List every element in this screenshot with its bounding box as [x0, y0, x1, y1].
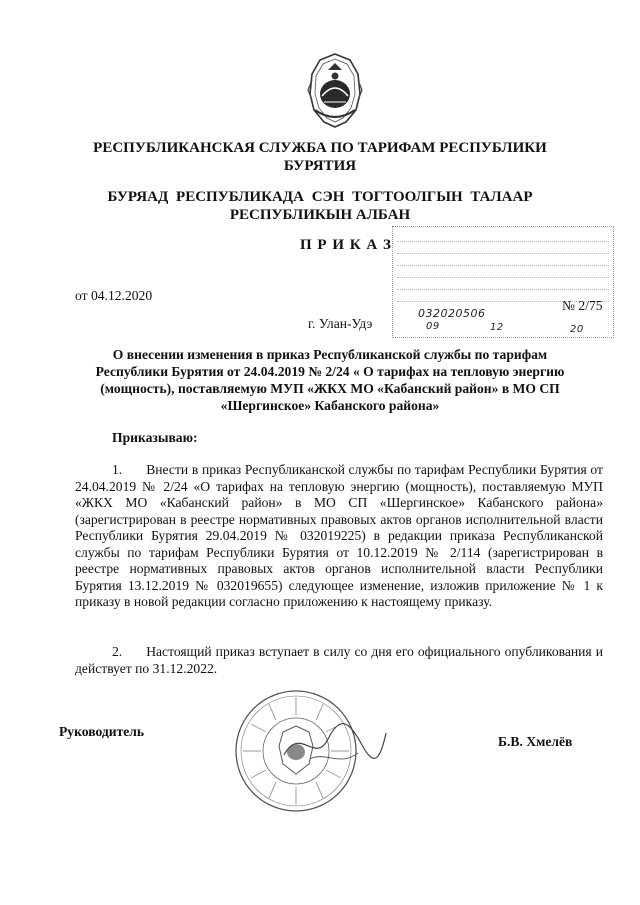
registration-day-handwritten: 09 [426, 321, 440, 332]
document-type-heading: П Р И К А З [300, 237, 392, 253]
organization-name-ru-line1: РЕСПУБЛИКАНСКАЯ СЛУЖБА ПО ТАРИФАМ РЕСПУБЛИКИ [93, 140, 547, 156]
organization-name-bur-line1: БУРЯАД РЕСПУБЛИКАДА СЭН ТОГТООЛГЫН ТАЛААР [107, 189, 533, 205]
order-number: № 2/75 [562, 298, 603, 313]
signatory-name: Б.В. Хмелёв [498, 734, 573, 749]
order-item-2 [75, 644, 603, 677]
signature-handwritten [280, 715, 390, 775]
order-item-2-text: Настоящий приказ вступает в силу со дня его официального опубликования и действует по 31.12.2022. [75, 644, 603, 676]
signatory-role: Руководитель [59, 724, 145, 739]
document-title-line1: О внесении изменения в приказ Республиканской службы по тарифам [112, 347, 548, 362]
order-item-1 [75, 462, 603, 611]
registration-number-handwritten: 032020506 [418, 307, 486, 320]
order-date: от 04.12.2020 [75, 288, 153, 303]
document-title-line2: Республики Бурятия от 24.04.2019 № 2/24 « О тарифах на тепловую энергию [95, 364, 565, 379]
organization-name-bur-line2: РЕСПУБЛИКЫН АЛБАН [229, 207, 411, 223]
registration-month-handwritten: 12 [490, 322, 504, 333]
order-place: г. Улан-Удэ [308, 316, 373, 331]
order-item-2-number: 2. [112, 644, 123, 659]
coat-of-arms-emblem [300, 50, 370, 130]
order-word: Приказываю: [112, 430, 198, 445]
order-item-1-text: Внести в приказ Республиканской службы по тарифам Республики Бурятия от 24.04.2019 № 2/24 «О тарифах на тепловую энергию (мощность), поставляемую МУП «ЖКХ МО «Кабанский район» в МО СП «Шергинское» Кабанского района» (зарегистрирован в реестре нормативных правовых актов органов исполнительной власти Республики Бурятия 29.04.2019 № 032019225) в редакции приказа Республиканской службы по тарифам Республики Бурятия от 10.12.2019 № 2/114 (зарегистрирован в реестре нормативных правовых актов органов исполнительной власти Республики Бурятия 13.12.2019 № 032019655) следующее изменение, изложив приложение № 1 к приказу в новой редакции согласно приложению к настоящему приказу. [75, 462, 603, 609]
organization-name-ru [0, 139, 640, 175]
document-title-line3: (мощность), поставляемую МУП «ЖКХ МО «Кабанский район» в МО СП [100, 381, 560, 396]
order-item-1-number: 1. [112, 462, 123, 477]
registration-year-handwritten: 20 [570, 324, 584, 335]
document-title-line4: «Шергинское» Кабанского района» [220, 398, 440, 413]
document-title [60, 346, 600, 414]
organization-name-ru-line2: БУРЯТИЯ [283, 158, 357, 174]
organization-name-bur [0, 188, 640, 224]
